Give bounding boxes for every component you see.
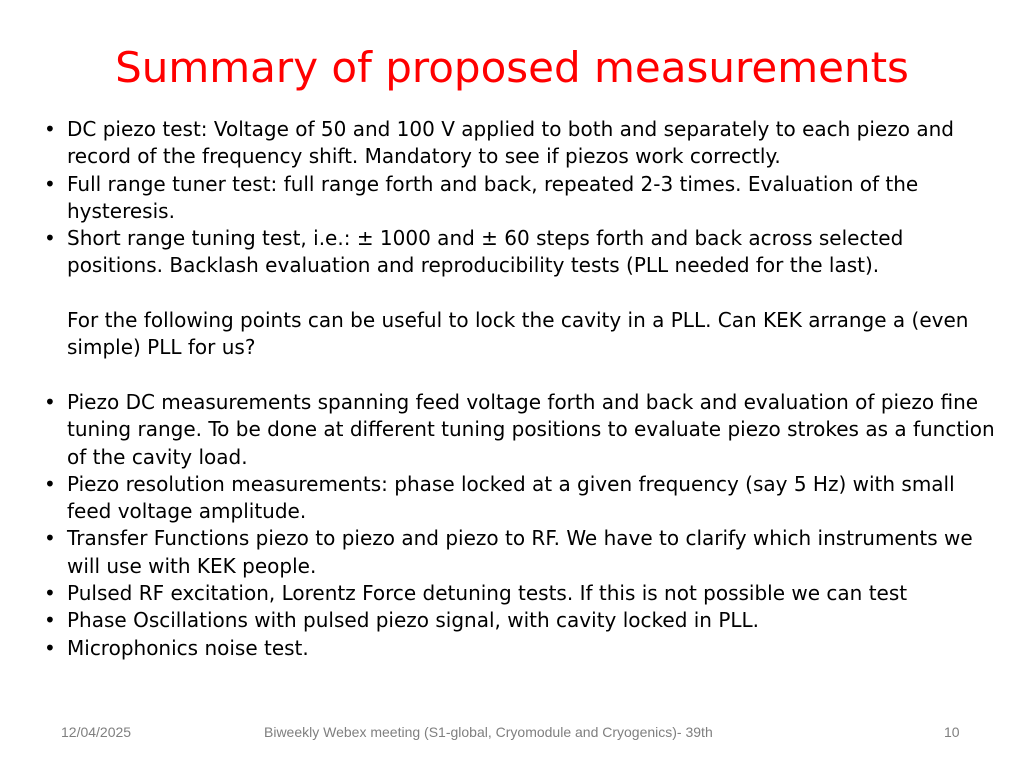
bullet-item: • DC piezo test: Voltage of 50 and 100 V applied to both and separately to each piezo and record of the frequency shift. Mandatory to see if piezos work correctly. [44, 116, 1004, 171]
footer-date: 12/04/2025 [61, 724, 132, 740]
footer-meeting-title: Biweekly Webex meeting (S1-global, Cryomodule and Cryogenics)- 39th [264, 724, 713, 740]
bullet-item: • Phase Oscillations with pulsed piezo signal, with cavity locked in PLL. [44, 607, 1004, 634]
bullet-list-2 [44, 389, 1004, 662]
slide-body [44, 116, 1004, 662]
bullet-item: • Pulsed RF excitation, Lorentz Force detuning tests. If this is not possible we can test [44, 580, 1004, 607]
bullet-item: • Transfer Functions piezo to piezo and piezo to RF. We have to clarify which instruments we will use with KEK people. [44, 525, 1004, 580]
footer-page-number: 10 [944, 724, 960, 740]
bullet-item: • Microphonics noise test. [44, 635, 1004, 662]
bullet-item: • Short range tuning test, i.e.: ± 1000 and ± 60 steps forth and back across selected positions. Backlash evaluation and reproducibility tests (PLL needed for the last). [44, 225, 1004, 280]
pll-note-paragraph: For the following points can be useful to lock the cavity in a PLL. Can KEK arrange a (even simple) PLL for us? [67, 308, 969, 360]
bullet-item: • Piezo resolution measurements: phase locked at a given frequency (say 5 Hz) with small feed voltage amplitude. [44, 471, 1004, 526]
bullet-list-1 [44, 116, 1004, 280]
slide-title: Summary of proposed measurements [115, 43, 909, 92]
bullet-item: • Piezo DC measurements spanning feed voltage forth and back and evaluation of piezo fine tuning range. To be done at different tuning positions to evaluate piezo strokes as a function of the cavity load. [44, 389, 1004, 471]
spacer [44, 362, 1004, 389]
spacer [44, 280, 1004, 307]
bullet-item: • Full range tuner test: full range forth and back, repeated 2-3 times. Evaluation of the hysteresis. [44, 171, 1004, 226]
